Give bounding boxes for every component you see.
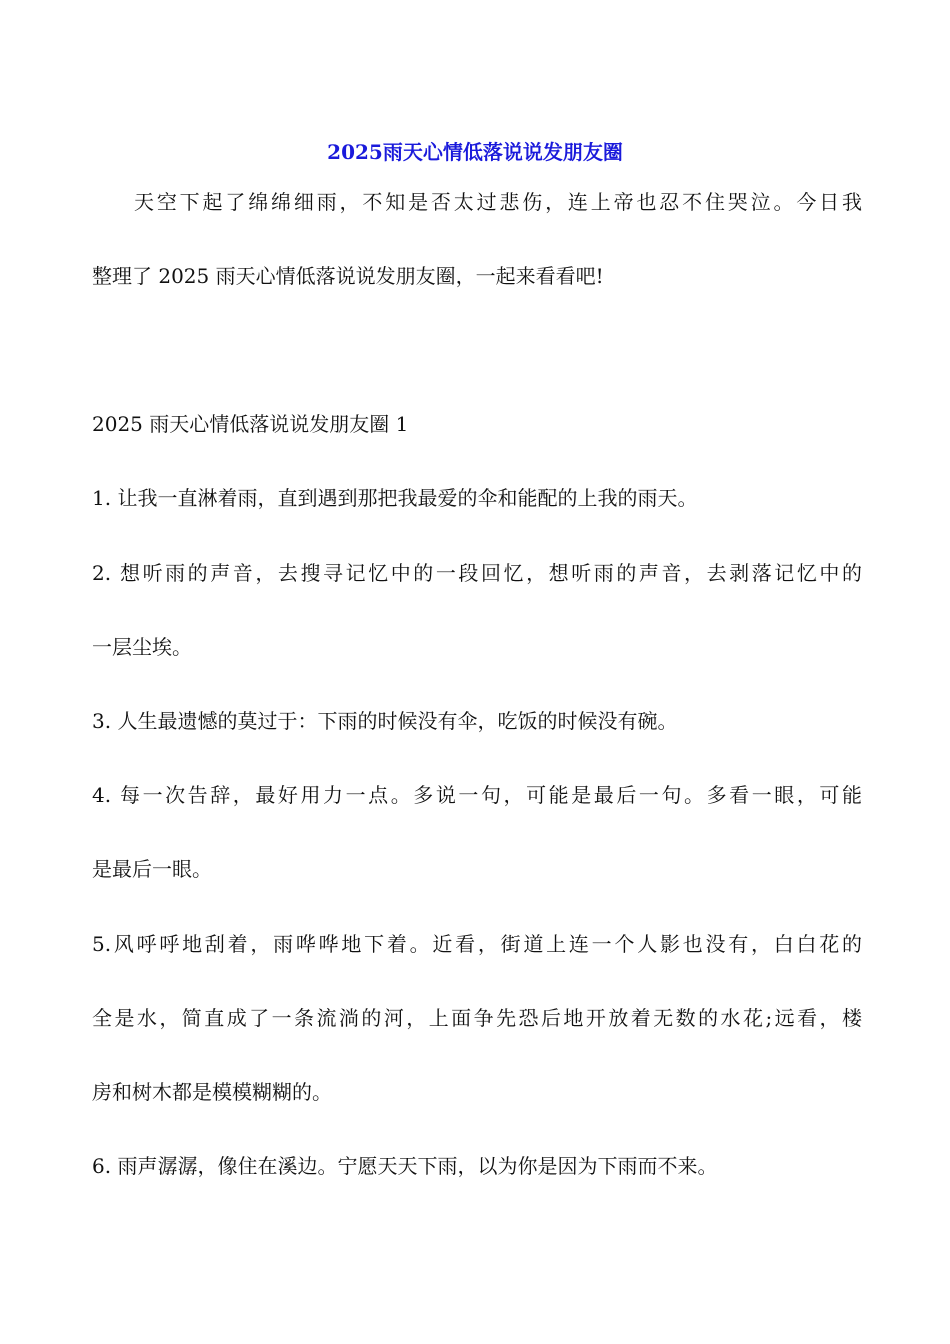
list-item-5-line-1: 5.风呼呼地刮着，雨哗哗地下着。近看，街道上连一个人影也没有，白白花的	[92, 932, 862, 956]
intro-line-2: 整理了 2025 雨天心情低落说说发朋友圈，一起来看看吧!	[92, 264, 604, 288]
list-item-5-line-3: 房和树木都是模模糊糊的。	[92, 1080, 332, 1104]
list-item-1-line-1: 1. 让我一直淋着雨，直到遇到那把我最爱的伞和能配的上我的雨天。	[92, 486, 698, 510]
intro-line-1: 天空下起了绵绵细雨，不知是否太过悲伤，连上帝也忍不住哭泣。今日我	[134, 190, 862, 214]
list-item-4-line-1: 4. 每一次告辞，最好用力一点。多说一句，可能是最后一句。多看一眼，可能	[92, 783, 862, 807]
list-item-5-line-2: 全是水，简直成了一条流淌的河，上面争先恐后地开放着无数的水花;远看，楼	[92, 1006, 862, 1030]
section-heading: 2025 雨天心情低落说说发朋友圈 1	[92, 412, 409, 436]
list-item-4-line-2: 是最后一眼。	[92, 857, 212, 881]
list-item-3-line-1: 3. 人生最遗憾的莫过于：下雨的时候没有伞，吃饭的时候没有碗。	[92, 709, 678, 733]
list-item-2-line-2: 一层尘埃。	[92, 635, 192, 659]
list-item-6-line-1: 6. 雨声潺潺，像住在溪边。宁愿天天下雨，以为你是因为下雨而不来。	[92, 1154, 718, 1178]
document-title: 2025雨天心情低落说说发朋友圈	[327, 140, 623, 164]
list-item-2-line-1: 2. 想听雨的声音，去搜寻记忆中的一段回忆，想听雨的声音，去剥落记忆中的	[92, 561, 862, 585]
